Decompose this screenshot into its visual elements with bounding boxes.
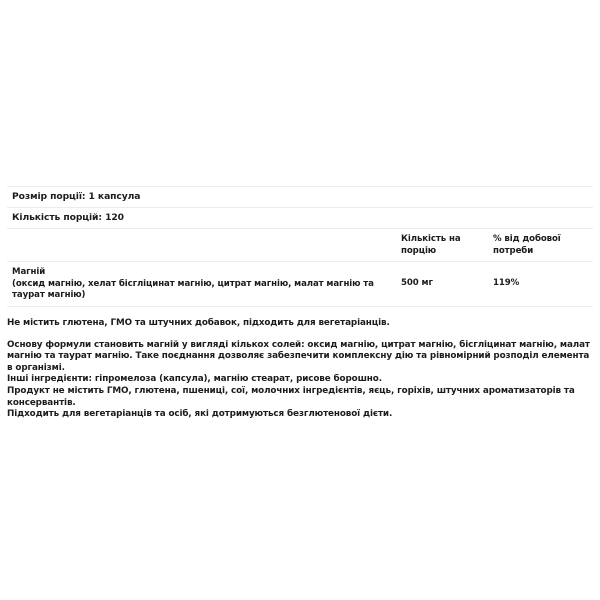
header-amount-per-serving: Кількість на порцію <box>401 234 461 256</box>
suitability-statement: Підходить для вегетаріанців та осіб, які дотримуються безглютенової дієти. <box>7 409 393 420</box>
table-header-row <box>7 229 593 262</box>
serving-size: Розмір порції: 1 капсула <box>7 186 593 207</box>
nutrient-name: Магній <box>12 267 46 277</box>
free-from-claim: Не містить глютена, ГМО та штучних добавок, підходить для вегетаріанців. <box>7 318 390 328</box>
nutrient-cell <box>12 267 401 306</box>
nutrition-table <box>7 228 593 307</box>
amount-cell: 500 мг <box>401 278 433 288</box>
supplement-facts <box>7 186 593 307</box>
table-row <box>7 262 593 306</box>
allergen-statement: Продукт не містить ГМО, глютена, пшениці, сої, молочних інгредієнтів, яєць, горіхів, штучних ароматизаторів та консервантів. <box>7 385 575 408</box>
daily-value-cell: 119% <box>493 278 520 288</box>
nutrient-forms: (оксид магнію, хелат бісгліцинат магнію, цитрат магнію, малат магнію та таурат магнію) <box>12 278 374 300</box>
header-daily-value: % від добової потреби <box>493 234 561 256</box>
other-ingredients: Інші інгредієнти: гіпромелоза (капсула), магнію стеарат, рисове борошно. <box>7 374 382 385</box>
servings-count: Кількість порцій: 120 <box>7 207 593 228</box>
formula-paragraph: Основу формули становить магній у вигляді кількох солей: оксид магнію, цитрат магнію, бісгліцинат магнію, малат магнію та таурат магнію. Таке поєднання дозволяє забезпечити комплексну дію та рівномірний розподіл елемента в організмі. <box>7 339 590 373</box>
header-nutrient <box>12 234 401 261</box>
product-description <box>7 318 593 421</box>
